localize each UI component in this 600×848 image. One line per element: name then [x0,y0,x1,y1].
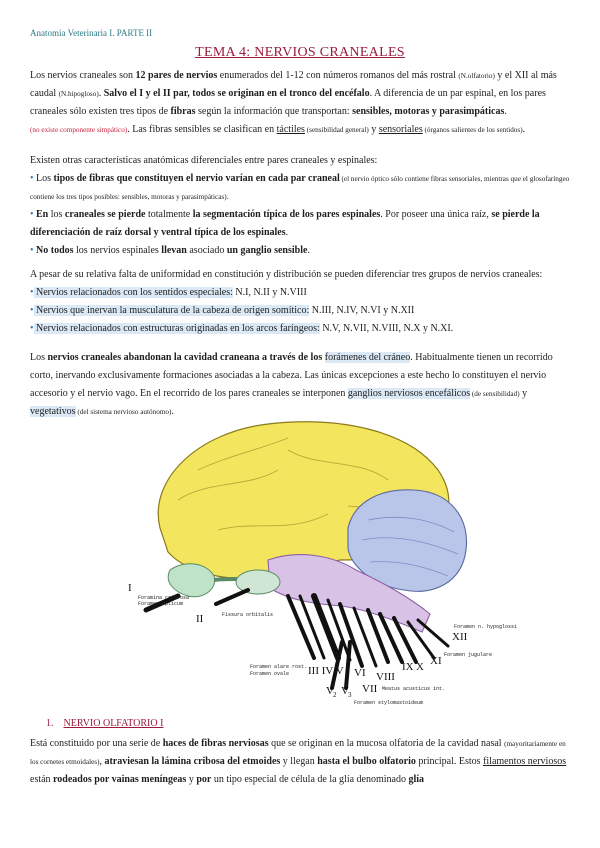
label-foramen-ovale: Foramen ovale [250,671,290,677]
nerve-label-viii: VIII [376,671,395,683]
nerve-label-ix: IX [402,661,414,673]
nerve-label-i: I [128,582,132,594]
running-header: Anatomía Veterinaria I. PARTE II [30,28,153,38]
label-foramen-stylomastoideum: Foramen stylomastoideum [354,700,424,706]
nerve-label-ii: II [196,613,204,625]
list-item: • Los tipos de fibras que constituyen el nervio varían en cada par craneal (el nervio óptico sólo contiene fibras sensoriales, mientras que el glosofaríngeo contiene los tres tipos posibles: sensibles, motoras y parasimpáticas). [30,173,570,201]
label-meatus-acusticus: Meatus acusticus int. [382,686,446,692]
label-foramina-cribrosa: Foramina cribrosa [138,595,190,601]
section-heading: 1. NERVIO OLFATORIO I [46,718,164,729]
list-item: • Nervios relacionados con estructuras originadas en los arcos faríngeos: N.V, N.VII, N.VIII, N.X y N.XI. [30,323,454,334]
nerve-label-xii: XII [452,631,468,643]
nerve-label-v3: V [341,685,349,697]
olfactory-paragraph: Está constituido por una serie de haces de fibras nerviosas que se originan en la mucosa olfatoria de la cavidad nasal (mayoritariamente en los cornetes etmoidales), atraviesan la lámina cribosa del etmoides y llegan hasta el bulbo olfatorio principal. Estos filamentos nerviosos están rodeados por vainas meníngeas y por un tipo especial de célula de la glía denominado glía [30,738,567,785]
nerve-label-iii-iv-v: III IV V [308,665,344,677]
label-fissura-orbitalis: Fissura orbitalis [222,612,274,618]
groups-paragraph: A pesar de su relativa falta de uniformidad en constitución y distribución se pueden diferenciar tres grupos de nervios craneales: • Nervios relacionados con los sentidos especiales: N.I, N.II y N.VIII • Nervios que inervan la musculatura de la cabeza de origen somítico: N.III, N.IV, N.VI y N.XII • Nervios relacionados con estructuras originadas en los arcos faríngeos: N.V, N.VII, N.VIII, N.X y N.XI. [30,266,575,338]
brain-cranial-nerves-figure [118,410,518,710]
list-item: • Nervios relacionados con los sentidos especiales: N.I, N.II y N.VIII [30,287,307,298]
nerve-subscript-3: 3 [348,691,352,699]
label-foramen-hypoglossi: Foramen n. hypoglossi [454,624,518,630]
list-item: • Nervios que inervan la musculatura de la cabeza de origen somítico: N.III, N.IV, N.VI y N.XII [30,305,415,316]
list-item: • En los craneales se pierde totalmente la segmentación típica de los pares espinales. Por poseer una única raíz, se pierde la diferenciación de raíz dorsal y ventral típica de los espinales. [30,209,540,238]
nerve-label-xi: XI [430,655,442,667]
nerve-label-v2: V [326,685,334,697]
page-title: TEMA 4: NERVIOS CRANEALES [195,45,405,60]
label-foramen-jugulare: Foramen jugulare [444,652,493,658]
foramina-paragraph: Los nervios craneales abandonan la cavidad craneana a través de los forámenes del cráneo. Habitualmente tienen un recorrido corto, inervando exclusivamente formaciones asociadas a la cabeza. Las únicas excepciones a este hecho lo constituyen el nervio accesorio y el nervio vago. En el recorrido de los pares craneales se interponen ganglios nerviosos encefálicos (de sensibilidad) y vegetativos (del sistema nervioso autónomo). [30,352,553,417]
nerve-label-vii: VII [362,683,378,695]
nerve-label-vi: VI [354,667,366,679]
label-foramen-alare: Foramen alare rost. [250,664,308,670]
intro-paragraph: Los nervios craneales son 12 pares de nervios enumerados del 1-12 con números romanos del más rostral (N.olfatorio) y el XII al más caudal (N.hipogloso). Salvo el I y el II par, todos se originan en el tronco del encéfalo. A diferencia de un par espinal, en los pares craneales sólo existen tres tipos de fibras según la información que transportan: sensibles, motoras y parasimpáticas. (no existe componente simpático). Las fibras sensibles se clasifican en táctiles (sensibilidad general) y sensoriales (órganos salientes de los sentidos). [30,70,557,135]
differences-paragraph: Existen otras características anatómicas diferenciales entre pares craneales y espinales: • Los tipos de fibras que constituyen el nervio varían en cada par craneal (el nervio óptico sólo contiene fibras sensoriales, mientras que el glosofaríngeo contiene los tres tipos posibles: sensibles, motoras y parasimpáticas). • En los craneales se pierde totalmente la segmentación típica de los pares espinales. Por poseer una única raíz, se pierde la diferenciación de raíz dorsal y ventral típica de los espinales. • No todos los nervios espinales llevan asociado un ganglio sensible. [30,152,575,260]
nerve-subscript-2: 2 [333,691,337,699]
olfactory-bulb-shape [168,564,214,597]
nerve-label-x: X [416,661,424,673]
label-foramen-opticum: Foramen opticum [138,601,184,607]
list-item: • No todos los nervios espinales llevan asociado un ganglio sensible. [30,245,310,256]
